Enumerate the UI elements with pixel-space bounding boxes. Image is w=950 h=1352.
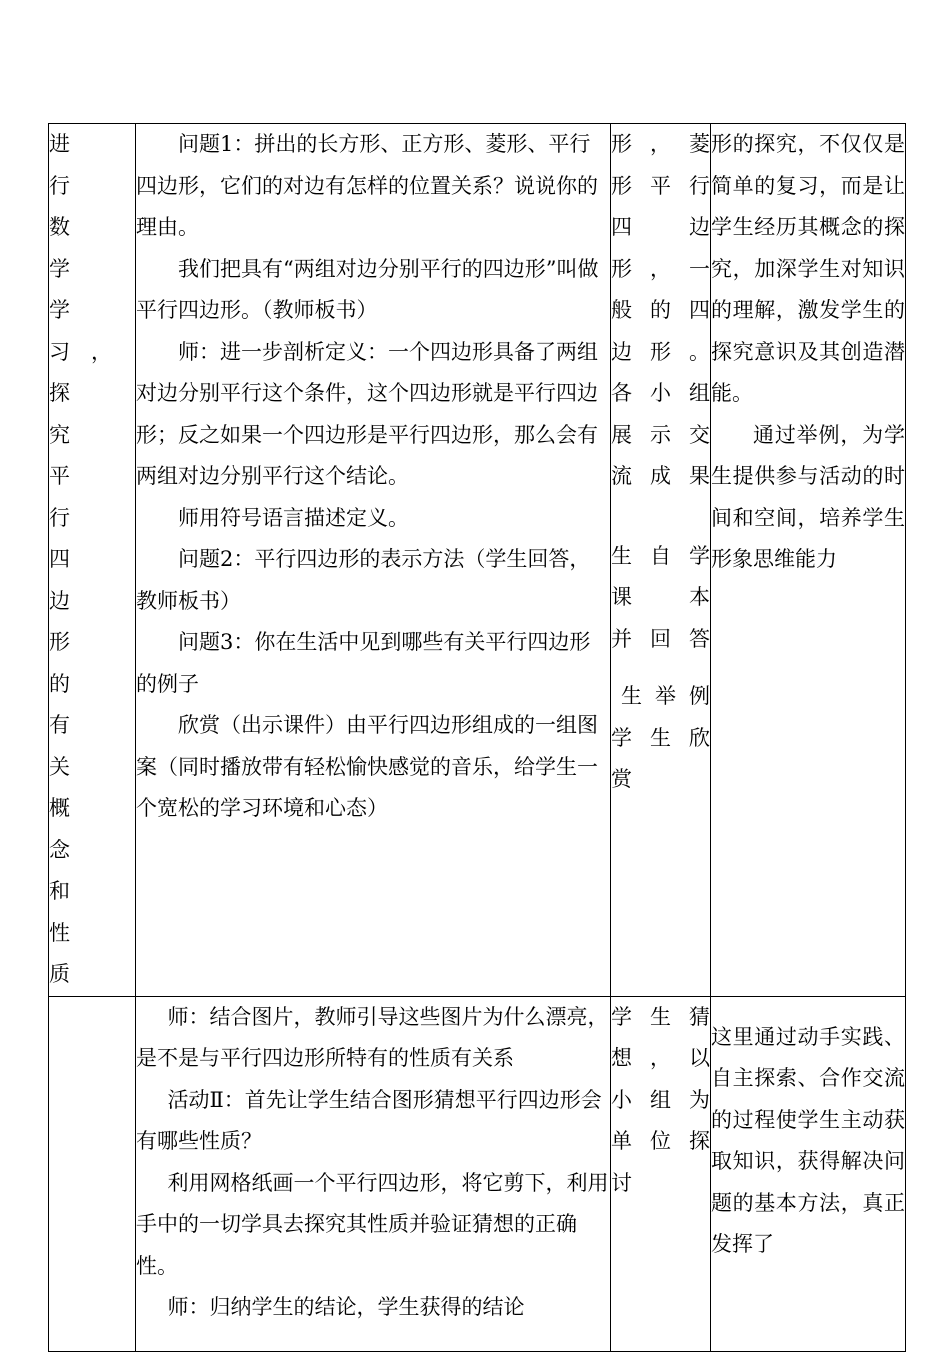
paragraph: 我们把具有“两组对边分别平行的四边形”叫做平行四边形。（教师板书） — [136, 256, 599, 322]
table-row — [49, 996, 906, 1351]
student-block: 生自学 课 本 并回答 — [611, 543, 710, 651]
design-intent-cell — [711, 124, 906, 997]
lesson-plan-table — [48, 123, 906, 1352]
table-row — [49, 124, 906, 997]
stage-cell — [49, 124, 136, 997]
stage-cell — [49, 996, 136, 1351]
paragraph: 欣赏（出示课件）由平行四边形组成的一组图案（同时播放带有轻松愉快感觉的音乐，给学生一个宽松的学习环境和心态） — [136, 713, 598, 820]
student-activity-cell: 学生猜 想，以 小组为 单位探 讨 — [611, 996, 711, 1351]
paragraph: 师：结合图片，教师引导这些图片为什么漂亮，是不是与平行四边形所特有的性质有关系 — [136, 1004, 609, 1070]
paragraph: 利用网格纸画一个平行四边形，将它剪下，利用手中的一切学具去探究其性质并验证猜想的正确性。 — [136, 1170, 609, 1278]
paragraph: 通过举例，为学生提供参与活动的时间和空间，培养学生形象思维能力 — [711, 422, 905, 571]
paragraph: 活动Ⅱ：首先让学生结合图形猜想平行四边形会有哪些性质？ — [136, 1087, 602, 1153]
paragraph: 问题3：你在生活中见到哪些有关平行四边形的例子 — [136, 630, 591, 696]
teacher-activity-cell — [136, 996, 611, 1351]
paragraph: 师用符号语言描述定义。 — [178, 505, 409, 530]
paragraph: 形的探究，不仅仅是简单的复习，而是让学生经历其概念的探究，加深学生对知识的理解，激发学生的探究意识及其创造潜能。 — [711, 132, 905, 405]
stage-text: 进 行 数 学 学 习 ， 探 究 平 行 四 边 形 的 有 关 概 念 和 性 质 — [49, 132, 112, 986]
paragraph: 师：归纳学生的结论，学生获得的结论 — [167, 1295, 525, 1319]
student-activity-cell — [611, 124, 711, 997]
paragraph: 这里通过动手实践、自主探索、合作交流的过程使学生主动获取知识，获得解决问题的基本方法，真正发挥了 — [711, 1024, 905, 1256]
paragraph: 师：进一步剖析定义：一个四边形具备了两组对边分别平行这个条件，这个四边形就是平行四边形；反之如果一个四边形是平行四边形，那么会有两组对边分别平行这个结论。 — [136, 339, 598, 488]
paragraph: 问题1：拼出的长方形、正方形、菱形、平行四边形，它们的对边有怎样的位置关系？说说你的理由。 — [136, 132, 598, 239]
student-block: 形，菱 形平行 四 边 形，一 般的四 边形。 各小组 展示交 流成果 — [611, 132, 710, 488]
student-block: 生举例 学生欣 赏 — [611, 684, 710, 791]
design-intent-cell — [711, 996, 906, 1351]
paragraph: 问题2：平行四边形的表示方法（学生回答，教师板书） — [136, 547, 591, 613]
teacher-activity-cell — [136, 124, 611, 997]
